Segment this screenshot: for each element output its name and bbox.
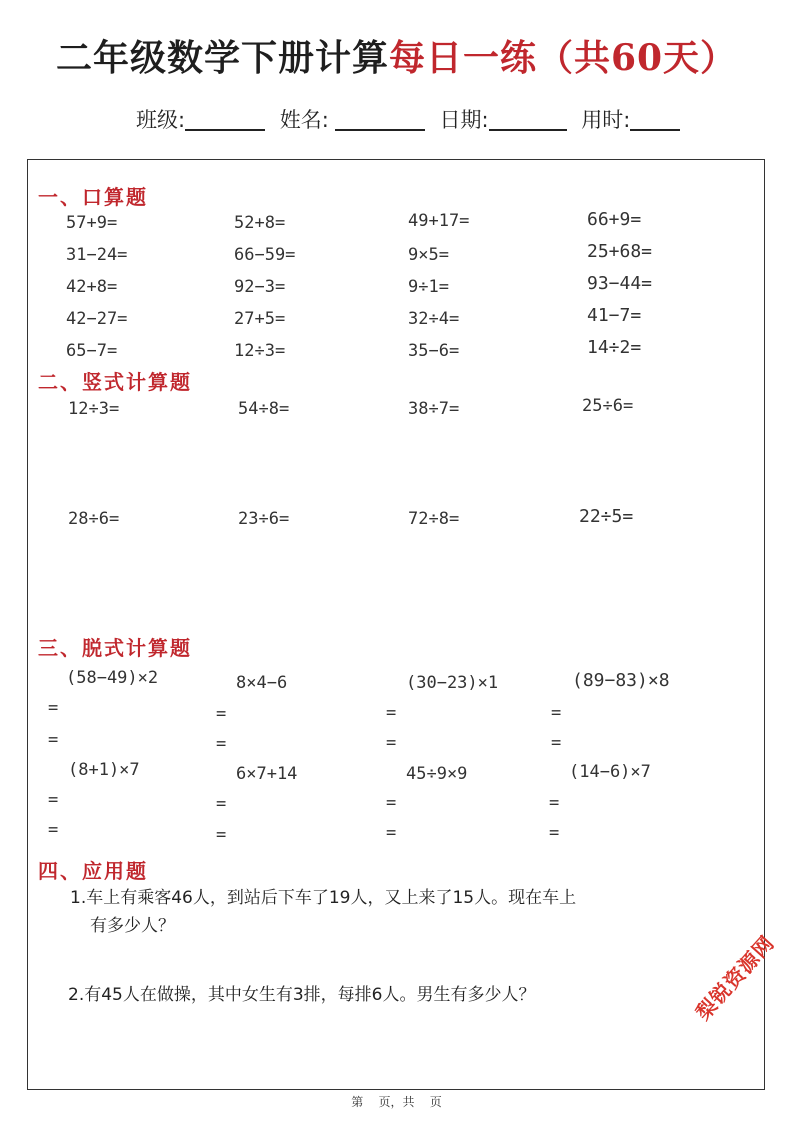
class-label: 班级: — [136, 108, 186, 132]
student-info-line — [136, 104, 688, 134]
stepwise-item: (89−83)×8 — [572, 670, 670, 691]
stepwise-item: (8+1)×7 — [68, 760, 140, 780]
stepwise-item: 45÷9×9 — [406, 764, 468, 784]
oral-item: 66+9= — [587, 209, 642, 230]
vertical-item: 28÷6= — [68, 509, 120, 529]
equals-sign: = — [386, 823, 397, 843]
section2-title: 二、竖式计算题 — [38, 370, 192, 394]
page-footer: 第 页，共 页 — [351, 1095, 442, 1109]
oral-item: 42+8= — [66, 277, 118, 297]
oral-item: 93−44= — [587, 273, 653, 294]
oral-item: 35−6= — [408, 341, 460, 361]
section1-title: 一、口算题 — [38, 185, 148, 209]
equals-sign: = — [551, 733, 562, 753]
equals-sign: = — [386, 733, 397, 753]
equals-sign: = — [549, 823, 560, 843]
equals-sign: = — [386, 703, 397, 723]
equals-sign: = — [551, 703, 562, 723]
stepwise-item: (30−23)×1 — [406, 673, 499, 693]
title-highlight: 每日一练（共60天） — [388, 37, 738, 79]
oral-item: 9×5= — [408, 245, 449, 265]
time-field[interactable] — [630, 107, 680, 131]
oral-item: 32÷4= — [408, 309, 460, 329]
page-title — [0, 30, 793, 81]
section4-title: 四、应用题 — [38, 859, 148, 883]
name-label: 姓名: — [279, 108, 329, 132]
equals-sign: = — [48, 698, 59, 718]
stepwise-item: (58−49)×2 — [66, 668, 159, 688]
equals-sign: = — [216, 825, 227, 845]
equals-sign: = — [48, 790, 59, 810]
vertical-item: 22÷5= — [579, 506, 634, 527]
oral-item: 27+5= — [234, 309, 286, 329]
worksheet-frame — [27, 159, 765, 1090]
equals-sign: = — [386, 793, 397, 813]
equals-sign: = — [216, 704, 227, 724]
vertical-item: 54÷8= — [238, 399, 290, 419]
vertical-item: 72÷8= — [408, 509, 460, 529]
oral-item: 9÷1= — [408, 277, 449, 297]
oral-item: 31−24= — [66, 245, 128, 265]
section3-title: 三、脱式计算题 — [38, 636, 192, 660]
vertical-item: 38÷7= — [408, 399, 460, 419]
oral-item: 66−59= — [234, 245, 296, 265]
date-label: 日期: — [439, 108, 489, 132]
oral-item: 65−7= — [66, 341, 118, 361]
word-problem-1-line1: 1.车上有乘客46人，到站后下车了19人，又上来了15人。现在车上 — [70, 888, 577, 908]
oral-item: 92−3= — [234, 277, 286, 297]
oral-item: 42−27= — [66, 309, 128, 329]
equals-sign: = — [216, 794, 227, 814]
date-field[interactable] — [489, 107, 567, 131]
vertical-item: 12÷3= — [68, 399, 120, 419]
oral-item: 14÷2= — [587, 337, 642, 358]
name-field[interactable] — [335, 107, 425, 131]
equals-sign: = — [216, 734, 227, 754]
watermark: 梨锐资源网 — [690, 930, 780, 1025]
stepwise-item: (14−6)×7 — [569, 762, 651, 782]
vertical-item: 25÷6= — [582, 396, 634, 416]
oral-item: 12÷3= — [234, 341, 286, 361]
stepwise-item: 6×7+14 — [236, 764, 298, 784]
time-label: 用时: — [581, 108, 631, 132]
oral-item: 57+9= — [66, 213, 118, 233]
oral-item: 41−7= — [587, 305, 642, 326]
equals-sign: = — [549, 793, 560, 813]
title-main: 二年级数学下册计算 — [55, 37, 389, 79]
vertical-item: 23÷6= — [238, 509, 290, 529]
oral-item: 25+68= — [587, 241, 653, 262]
word-problem-2: 2.有45人在做操，其中女生有3排，每排6人。男生有多少人？ — [68, 985, 536, 1005]
stepwise-item: 8×4−6 — [236, 673, 288, 693]
oral-item: 52+8= — [234, 213, 286, 233]
equals-sign: = — [48, 820, 59, 840]
word-problem-1-line2: 有多少人？ — [90, 916, 175, 936]
equals-sign: = — [48, 730, 59, 750]
oral-item: 49+17= — [408, 211, 470, 231]
class-field[interactable] — [185, 107, 265, 131]
